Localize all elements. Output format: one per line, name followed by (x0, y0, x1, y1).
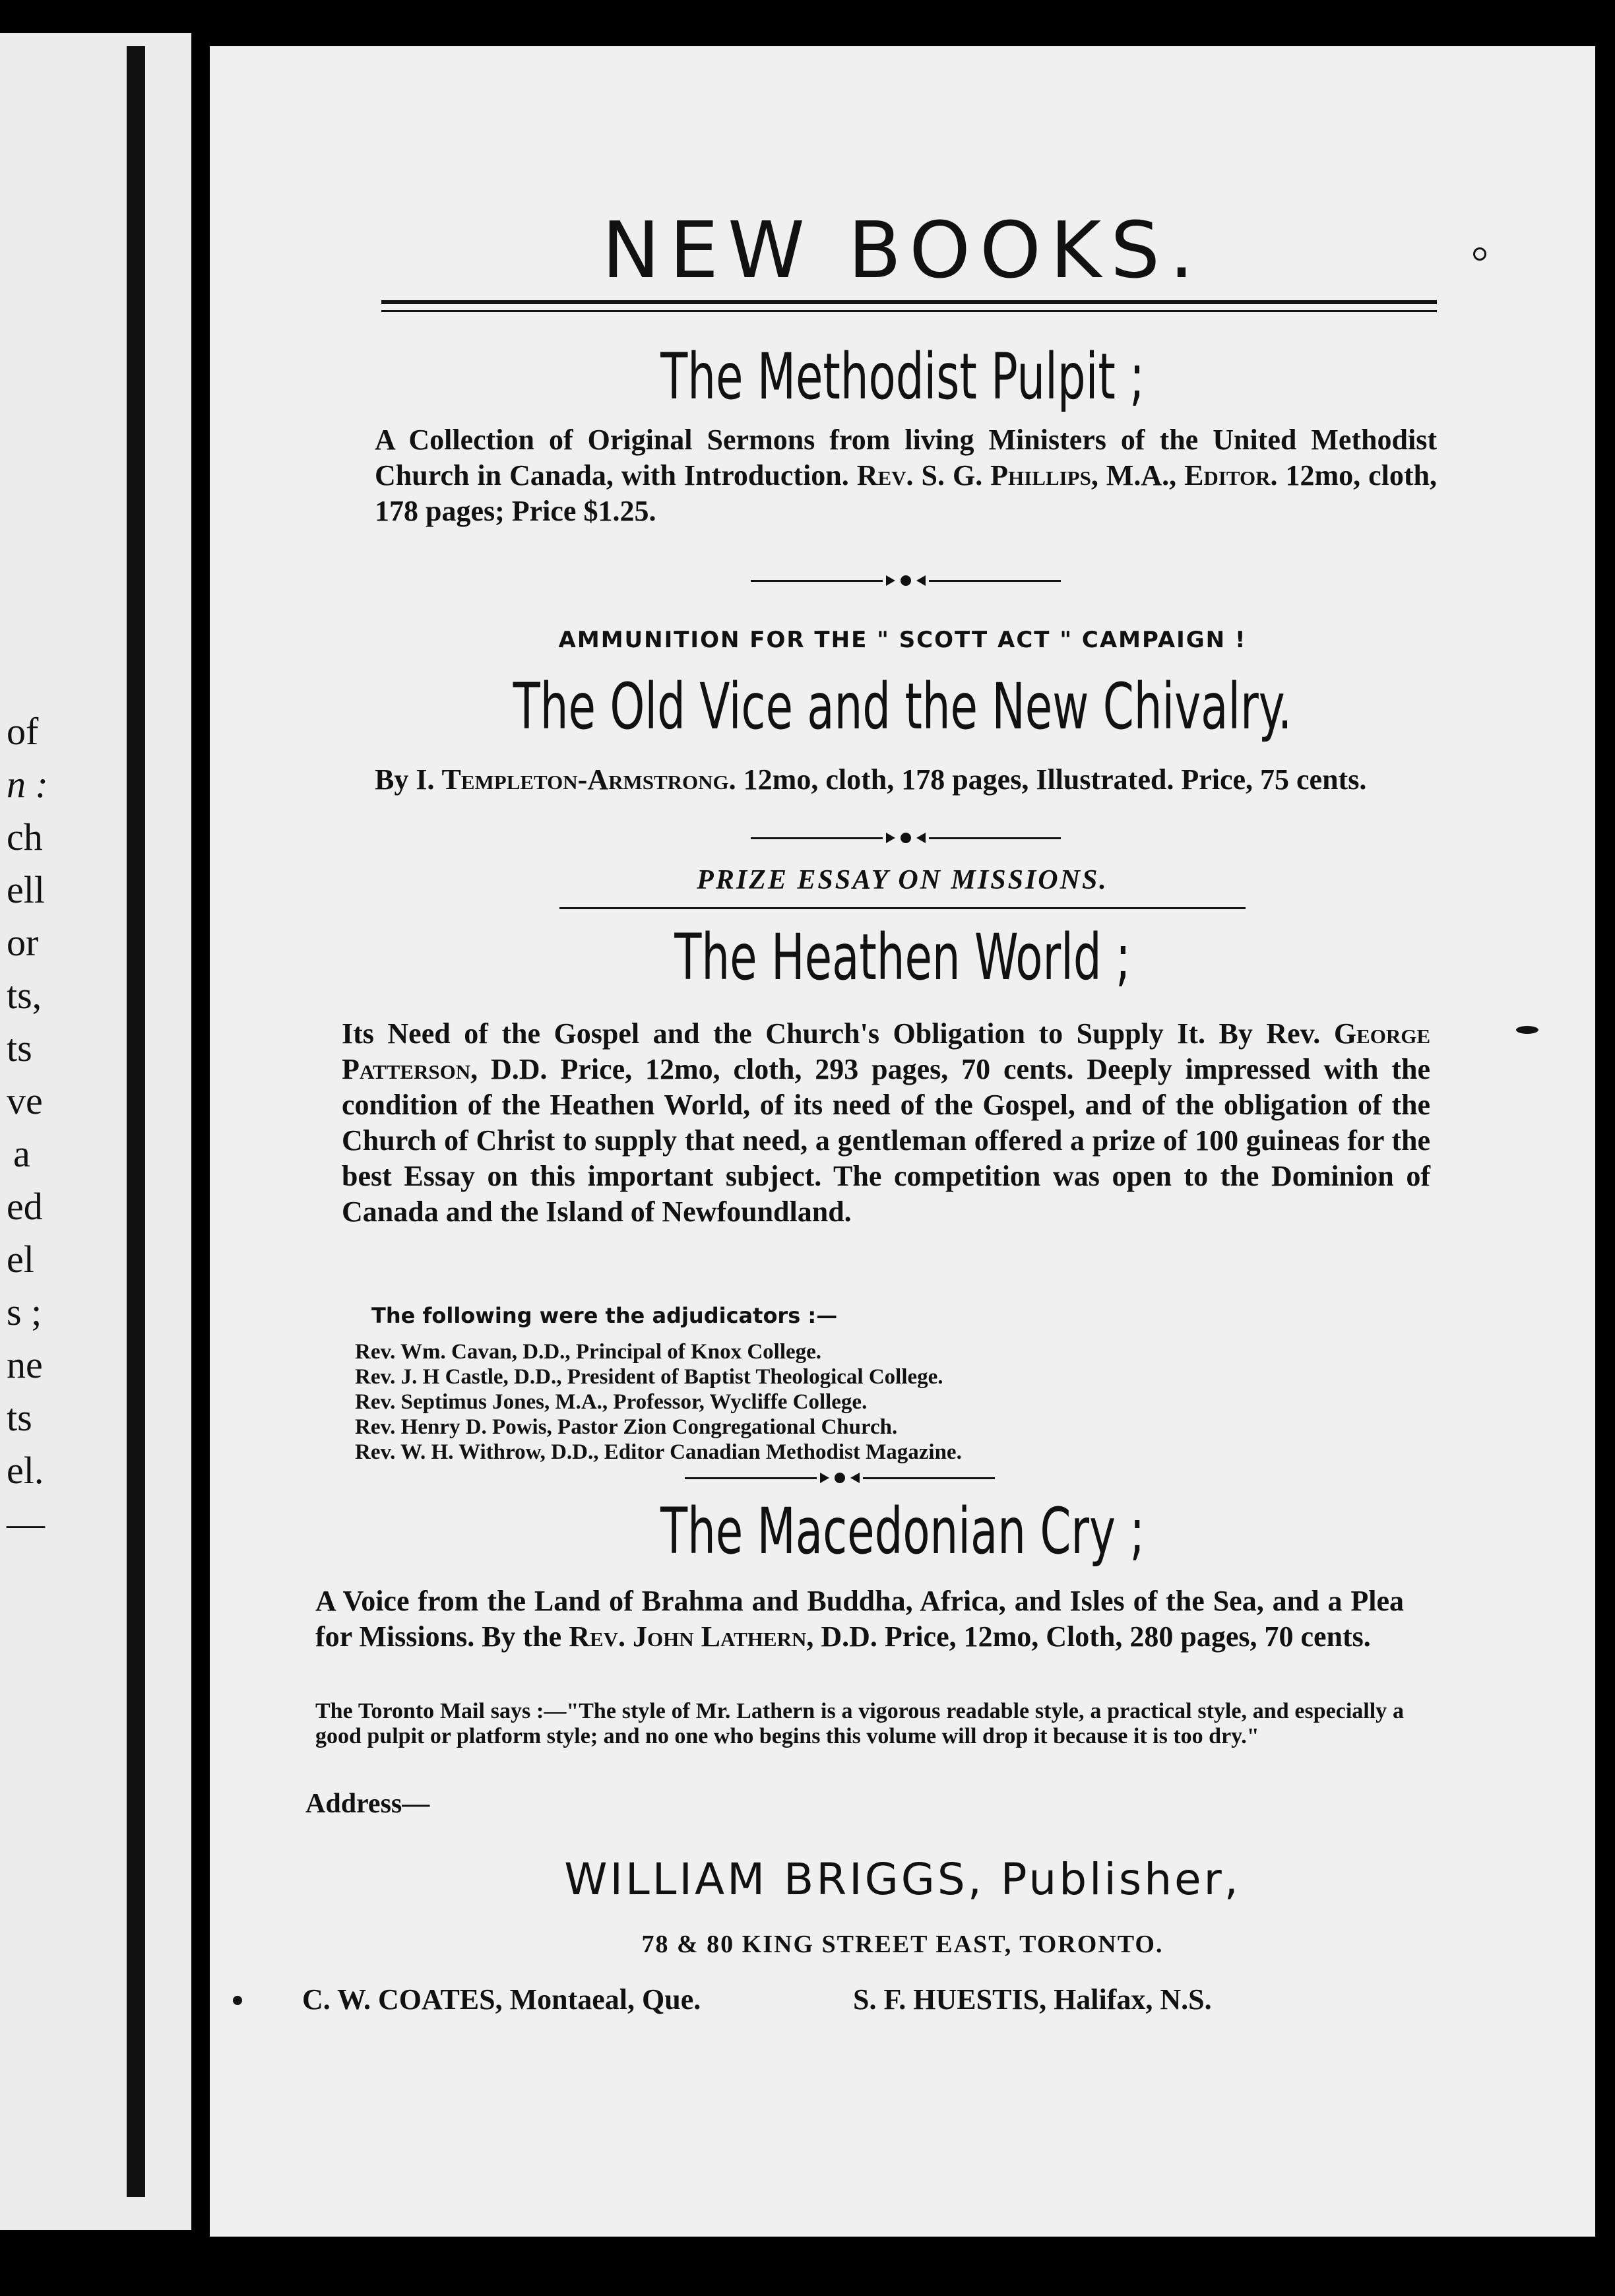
editor-prefix: Rev. (856, 459, 914, 492)
advertisement-page (210, 46, 1595, 2237)
facing-page-text: or (7, 921, 39, 964)
book-description-heathen-world (342, 1016, 1430, 1230)
facing-page-text: ts (7, 1396, 32, 1439)
masthead-rule (381, 310, 1437, 312)
book-title-methodist-pulpit: The Methodist Pulpit ; (660, 340, 1145, 414)
facing-page-text: ve (7, 1079, 43, 1122)
description: Its Need of the Gospel and the Church's Obligation to Supply It. By Rev. (342, 1017, 1321, 1050)
publisher-name: WILLIAM BRIGGS, Publisher, (564, 1854, 1241, 1905)
facing-page-text: ne (7, 1343, 43, 1386)
facing-page-text: of (7, 710, 39, 753)
facing-page-text: ed (7, 1185, 43, 1228)
adjudicator-entry: Rev. W. H. Withrow, D.D., Editor Canadian Methodist Magazine. (355, 1440, 962, 1464)
agent-halifax: S. F. HUESTIS, Halifax, N.S. (853, 1983, 1212, 2016)
prize-essay-heading: PRIZE ESSAY ON MISSIONS. (697, 865, 1108, 895)
adjudicator-entry: Rev. Wm. Cavan, D.D., Principal of Knox College. (355, 1340, 822, 1364)
masthead-rule (381, 300, 1437, 304)
facing-page-text: a (13, 1132, 30, 1175)
facing-page-text: el. (7, 1449, 44, 1492)
section-divider (751, 825, 1061, 851)
publisher-address: 78 & 80 KING STREET EAST, TORONTO. (641, 1930, 1164, 1958)
facing-page-text: — (7, 1502, 45, 1545)
facing-page-text: ts, (7, 974, 42, 1017)
adjudicator-entry: Rev. Septimus Jones, M.A., Professor, Wycliffe College. (355, 1390, 868, 1414)
description: A Voice from the Land of Brahma and Buddha, Africa, and Isles of the Sea, and a Plea for Missions. By the (315, 1585, 1404, 1653)
description: A Collection of Original Sermons from living Ministers of the United Methodist Church in Canada, with Introduction. (375, 424, 1437, 492)
page-title: NEW BOOKS. (602, 205, 1203, 296)
press-review: The Toronto Mail says :—"The style of Mr. Lathern is a vigorous readable style, a practical style, and especially a good pulpit or platform style; and no one who begins this volume will drop it because it is too dry." (315, 1699, 1404, 1748)
facing-page-text: ch (7, 815, 43, 858)
address-label: Address— (305, 1789, 430, 1819)
facing-page-text: n : (7, 763, 48, 806)
book-description-old-vice (375, 762, 1437, 798)
book-title-heathen-world: The Heathen World ; (674, 920, 1131, 994)
editor-name: S. G. Phillips, M.A., Editor. (921, 459, 1278, 492)
facing-page-text: ts (7, 1027, 32, 1069)
campaign-kicker: AMMUNITION FOR THE " SCOTT ACT " CAMPAIGN ! (558, 627, 1247, 653)
author-name: George Patterson, D.D. (342, 1017, 1431, 1085)
adjudicators-heading: The following were the adjudicators :— (371, 1303, 838, 1328)
section-divider (685, 1465, 995, 1491)
book-details: 12mo, cloth, 178 pages; Price $1.25. (375, 459, 1437, 527)
book-description-macedonian-cry (315, 1583, 1404, 1655)
facing-page-text: el (7, 1238, 34, 1281)
facing-page (0, 33, 191, 2230)
book-description-methodist-pulpit (375, 422, 1437, 529)
book-title-macedonian-cry: The Macedonian Cry ; (660, 1494, 1145, 1568)
book-details: 12mo, cloth, 178 pages, Illustrated. Price, 75 cents. (743, 763, 1367, 796)
author-prefix: By I. (375, 763, 435, 796)
page-gutter (127, 46, 145, 2197)
author-name: Rev. John Lathern, (569, 1620, 814, 1653)
section-divider (751, 567, 1061, 594)
facing-page-text: s ; (7, 1291, 42, 1333)
print-speck (233, 1996, 242, 2005)
print-speck (1516, 1026, 1538, 1034)
book-title-old-vice: The Old Vice and the New Chivalry. (513, 670, 1292, 744)
adjudicator-entry: Rev. Henry D. Powis, Pastor Zion Congregational Church. (355, 1415, 898, 1439)
facing-page-text: ell (7, 868, 45, 911)
adjudicator-entry: Rev. J. H Castle, D.D., President of Baptist Theological College. (355, 1365, 943, 1389)
description: Price, 12mo, cloth, 293 pages, 70 cents. Deeply impressed with the condition of the Heathen World, of its need of the Gospel, and of the obligation of the Church of Christ to supply that need, a gentleman offered a prize of 100 guineas for the best Essay on this important subject. The competition was open to the Dominion of Canada and the Island of Newfoundland. (342, 1053, 1430, 1228)
prize-heading-rule (559, 907, 1246, 909)
agent-montreal: C. W. COATES, Montaeal, Que. (302, 1983, 701, 2016)
print-speck (1473, 247, 1486, 261)
book-details: D.D. Price, 12mo, Cloth, 280 pages, 70 cents. (821, 1620, 1371, 1653)
author-name: Templeton-Armstrong. (441, 763, 736, 796)
